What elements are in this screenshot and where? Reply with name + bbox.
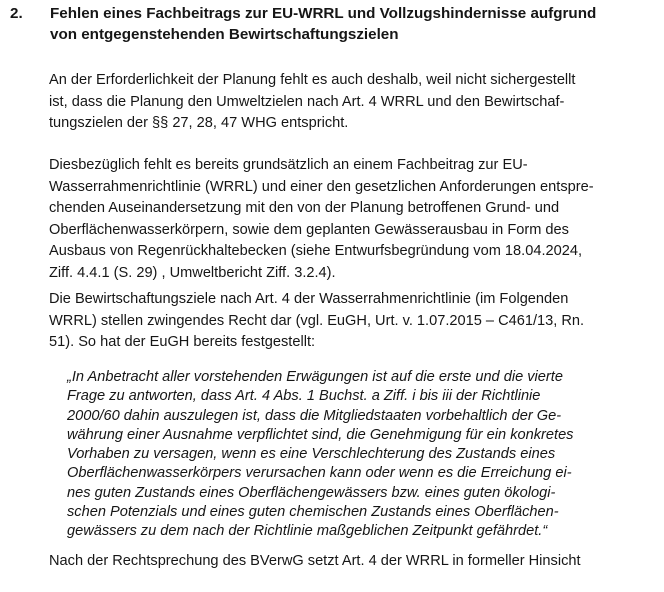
text-line: Wasserrahmenrichtlinie (WRRL) und einer den gesetzlichen Anforderungen entspre- (49, 178, 594, 195)
quote-line: 2000/60 dahin auszulegen ist, dass die Mitgliedstaaten vorbehaltlich der Ge- (67, 407, 562, 424)
section-number: 2. (10, 5, 23, 22)
text-line: Oberflächenwasserkörpern, sowie dem geplanten Gewässerausbau in Form des (49, 221, 569, 238)
paragraph-2 (49, 155, 659, 284)
text-line: Ausbaus von Regenrückhaltebecken (siehe Entwurfsbegründung vom 18.04.2024, (49, 243, 583, 259)
quote-line: gewässers zu dem nach der Richtlinie maßgeblichen Zeitpunkt gefährdet.“ (67, 523, 548, 540)
text-line: Ziff. 4.4.1 (S. 29) , Umweltbericht Ziff. 3.2.4). (49, 264, 336, 281)
quote-line: Vorhaben zu versagen, wenn es eine Verschlechterung des Zustands eines (67, 446, 556, 463)
paragraph-1 (49, 70, 659, 135)
text-line: An der Erforderlichkeit der Planung fehlt es auch deshalb, weil nicht sichergestellt (49, 72, 576, 88)
text-line: Die Bewirtschaftungsziele nach Art. 4 der Wasserrahmenrichtlinie (im Folgenden (49, 291, 569, 307)
text-line: WRRL) stellen zwingendes Recht dar (vgl. EuGH, Urt. v. 1.07.2015 – C461/13, Rn. (49, 312, 585, 329)
section-title (50, 3, 650, 45)
text-line: chenden Auseinandersetzung mit den von der Planung betroffenen Grund- und (49, 200, 560, 216)
section-title-line: von entgegenstehenden Bewirtschaftungszielen (50, 26, 399, 43)
text-line: 51). So hat der EuGH bereits festgestellt: (49, 334, 316, 350)
text-line: ist, dass die Planung den Umweltzielen nach Art. 4 WRRL und den Bewirtschaf- (49, 93, 565, 110)
text-line: Diesbezüglich fehlt es bereits grundsätzlich an einem Fachbeitrag zur EU- (49, 157, 528, 173)
section-title-line: Fehlen eines Fachbeitrags zur EU-WRRL und Vollzugshindernisse aufgrund (50, 5, 597, 22)
quote-line: „In Anbetracht aller vorstehenden Erwägungen ist auf die erste und die vierte (67, 369, 563, 385)
court-quote (67, 368, 657, 542)
quote-line: währung einer Ausnahme verpflichtet sind, die Genehmigung für ein konkretes (67, 426, 574, 443)
text-line: Nach der Rechtsprechung des BVerwG setzt Art. 4 der WRRL in formeller Hinsicht (49, 553, 581, 569)
text-line: tungszielen der §§ 27, 28, 47 WHG entspricht. (49, 115, 349, 131)
paragraph-3 (49, 289, 659, 354)
closing-paragraph (49, 551, 659, 573)
quote-line: Frage zu antworten, dass Art. 4 Abs. 1 Buchst. a Ziff. i bis iii der Richtlinie (67, 388, 541, 405)
quote-line: nes guten Zustands eines Oberflächengewässers bzw. eines guten ökologi- (67, 484, 556, 501)
quote-line: Oberflächenwasserkörpers verursachen kann oder wenn es die Erreichung ei- (67, 465, 572, 482)
quote-line: schen Potenzials und eines guten chemischen Zustands eines Oberflächen- (67, 504, 559, 521)
